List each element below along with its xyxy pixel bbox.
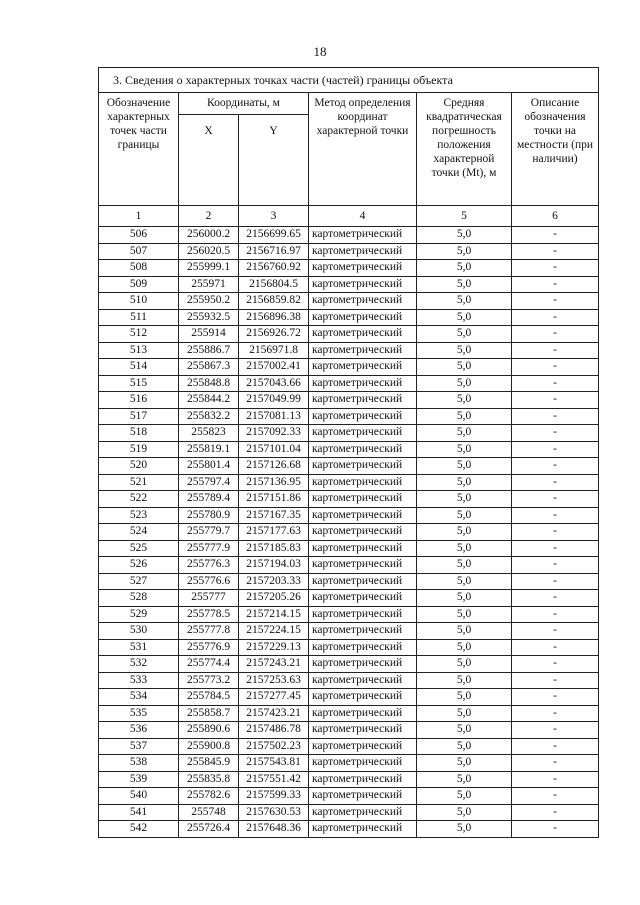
method-cell: картометрический xyxy=(309,672,417,689)
column-number-row xyxy=(99,206,599,227)
error-cell: 5,0 xyxy=(417,672,512,689)
point-id-cell: 540 xyxy=(99,788,179,805)
description-cell: - xyxy=(512,507,599,524)
point-id-cell: 522 xyxy=(99,491,179,508)
error-cell: 5,0 xyxy=(417,408,512,425)
y-coordinate-cell: 2156859.82 xyxy=(239,293,309,310)
method-cell: картометрический xyxy=(309,639,417,656)
description-cell: - xyxy=(512,458,599,475)
point-id-cell: 509 xyxy=(99,276,179,293)
description-cell: - xyxy=(512,689,599,706)
table-row xyxy=(99,771,599,788)
error-cell: 5,0 xyxy=(417,738,512,755)
point-id-cell: 521 xyxy=(99,474,179,491)
point-id-cell: 537 xyxy=(99,738,179,755)
table-title-row xyxy=(99,68,599,93)
table-row xyxy=(99,309,599,326)
method-cell: картометрический xyxy=(309,342,417,359)
header-error: Средняя квадратическая погрешность положения характерной точки (Mt), м xyxy=(417,93,512,206)
point-id-cell: 526 xyxy=(99,557,179,574)
method-cell: картометрический xyxy=(309,804,417,821)
error-cell: 5,0 xyxy=(417,260,512,277)
header-coords: Координаты, м xyxy=(179,93,309,115)
y-coordinate-cell: 2157151.86 xyxy=(239,491,309,508)
description-cell: - xyxy=(512,491,599,508)
point-id-cell: 511 xyxy=(99,309,179,326)
table-row xyxy=(99,557,599,574)
column-number: 6 xyxy=(512,206,599,227)
method-cell: картометрический xyxy=(309,326,417,343)
method-cell: картометрический xyxy=(309,656,417,673)
point-id-cell: 538 xyxy=(99,755,179,772)
point-id-cell: 508 xyxy=(99,260,179,277)
description-cell: - xyxy=(512,705,599,722)
x-coordinate-cell: 255932.5 xyxy=(179,309,239,326)
point-id-cell: 515 xyxy=(99,375,179,392)
column-number: 2 xyxy=(179,206,239,227)
y-coordinate-cell: 2157081.13 xyxy=(239,408,309,425)
column-number: 5 xyxy=(417,206,512,227)
point-id-cell: 539 xyxy=(99,771,179,788)
error-cell: 5,0 xyxy=(417,656,512,673)
error-cell: 5,0 xyxy=(417,507,512,524)
point-id-cell: 533 xyxy=(99,672,179,689)
y-coordinate-cell: 2156971.8 xyxy=(239,342,309,359)
description-cell: - xyxy=(512,474,599,491)
method-cell: картометрический xyxy=(309,458,417,475)
method-cell: картометрический xyxy=(309,507,417,524)
method-cell: картометрический xyxy=(309,738,417,755)
error-cell: 5,0 xyxy=(417,293,512,310)
point-id-cell: 516 xyxy=(99,392,179,409)
description-cell: - xyxy=(512,276,599,293)
x-coordinate-cell: 255797.4 xyxy=(179,474,239,491)
error-cell: 5,0 xyxy=(417,491,512,508)
description-cell: - xyxy=(512,326,599,343)
table-row xyxy=(99,425,599,442)
description-cell: - xyxy=(512,590,599,607)
error-cell: 5,0 xyxy=(417,425,512,442)
x-coordinate-cell: 255848.8 xyxy=(179,375,239,392)
description-cell: - xyxy=(512,672,599,689)
description-cell: - xyxy=(512,771,599,788)
table-row xyxy=(99,656,599,673)
error-cell: 5,0 xyxy=(417,243,512,260)
x-coordinate-cell: 255779.7 xyxy=(179,524,239,541)
table-row xyxy=(99,359,599,376)
method-cell: картометрический xyxy=(309,590,417,607)
table-row xyxy=(99,524,599,541)
method-cell: картометрический xyxy=(309,705,417,722)
method-cell: картометрический xyxy=(309,771,417,788)
x-coordinate-cell: 255819.1 xyxy=(179,441,239,458)
section-title: 3. Сведения о характерных точках части (частей) границы объекта xyxy=(99,68,599,93)
x-coordinate-cell: 255726.4 xyxy=(179,821,239,838)
x-coordinate-cell: 256020.5 xyxy=(179,243,239,260)
method-cell: картометрический xyxy=(309,441,417,458)
y-coordinate-cell: 2157205.26 xyxy=(239,590,309,607)
table-row xyxy=(99,738,599,755)
error-cell: 5,0 xyxy=(417,639,512,656)
description-cell: - xyxy=(512,606,599,623)
point-id-cell: 512 xyxy=(99,326,179,343)
error-cell: 5,0 xyxy=(417,590,512,607)
method-cell: картометрический xyxy=(309,491,417,508)
y-coordinate-cell: 2157486.78 xyxy=(239,722,309,739)
y-coordinate-cell: 2157243.21 xyxy=(239,656,309,673)
x-coordinate-cell: 255776.9 xyxy=(179,639,239,656)
x-coordinate-cell: 255900.8 xyxy=(179,738,239,755)
x-coordinate-cell: 255999.1 xyxy=(179,260,239,277)
error-cell: 5,0 xyxy=(417,540,512,557)
method-cell: картометрический xyxy=(309,557,417,574)
x-coordinate-cell: 255832.2 xyxy=(179,408,239,425)
method-cell: картометрический xyxy=(309,293,417,310)
error-cell: 5,0 xyxy=(417,788,512,805)
description-cell: - xyxy=(512,425,599,442)
description-cell: - xyxy=(512,342,599,359)
point-id-cell: 517 xyxy=(99,408,179,425)
description-cell: - xyxy=(512,260,599,277)
y-coordinate-cell: 2157648.36 xyxy=(239,821,309,838)
y-coordinate-cell: 2157630.53 xyxy=(239,804,309,821)
method-cell: картометрический xyxy=(309,755,417,772)
error-cell: 5,0 xyxy=(417,524,512,541)
table-row xyxy=(99,804,599,821)
y-coordinate-cell: 2157167.35 xyxy=(239,507,309,524)
table-row xyxy=(99,441,599,458)
table-row xyxy=(99,326,599,343)
x-coordinate-cell: 255950.2 xyxy=(179,293,239,310)
header-x: X xyxy=(179,115,239,206)
table-row xyxy=(99,375,599,392)
point-id-cell: 532 xyxy=(99,656,179,673)
description-cell: - xyxy=(512,293,599,310)
error-cell: 5,0 xyxy=(417,342,512,359)
table-row xyxy=(99,672,599,689)
x-coordinate-cell: 255971 xyxy=(179,276,239,293)
x-coordinate-cell: 255777.9 xyxy=(179,540,239,557)
y-coordinate-cell: 2157253.63 xyxy=(239,672,309,689)
method-cell: картометрический xyxy=(309,821,417,838)
point-id-cell: 510 xyxy=(99,293,179,310)
header-point: Обозначение характерных точек части границы xyxy=(99,93,179,206)
error-cell: 5,0 xyxy=(417,573,512,590)
table-row xyxy=(99,755,599,772)
table-row xyxy=(99,623,599,640)
point-id-cell: 536 xyxy=(99,722,179,739)
error-cell: 5,0 xyxy=(417,705,512,722)
error-cell: 5,0 xyxy=(417,375,512,392)
table-row xyxy=(99,342,599,359)
y-coordinate-cell: 2157423.21 xyxy=(239,705,309,722)
description-cell: - xyxy=(512,227,599,244)
error-cell: 5,0 xyxy=(417,458,512,475)
x-coordinate-cell: 255777.8 xyxy=(179,623,239,640)
table-row xyxy=(99,606,599,623)
description-cell: - xyxy=(512,524,599,541)
description-cell: - xyxy=(512,309,599,326)
point-id-cell: 535 xyxy=(99,705,179,722)
method-cell: картометрический xyxy=(309,788,417,805)
point-id-cell: 529 xyxy=(99,606,179,623)
point-id-cell: 530 xyxy=(99,623,179,640)
x-coordinate-cell: 255778.5 xyxy=(179,606,239,623)
x-coordinate-cell: 255890.6 xyxy=(179,722,239,739)
description-cell: - xyxy=(512,375,599,392)
method-cell: картометрический xyxy=(309,689,417,706)
table-row xyxy=(99,639,599,656)
table-row xyxy=(99,276,599,293)
x-coordinate-cell: 255867.3 xyxy=(179,359,239,376)
table-row xyxy=(99,540,599,557)
error-cell: 5,0 xyxy=(417,309,512,326)
description-cell: - xyxy=(512,804,599,821)
description-cell: - xyxy=(512,540,599,557)
error-cell: 5,0 xyxy=(417,771,512,788)
method-cell: картометрический xyxy=(309,375,417,392)
x-coordinate-cell: 255858.7 xyxy=(179,705,239,722)
point-id-cell: 531 xyxy=(99,639,179,656)
y-coordinate-cell: 2157092.33 xyxy=(239,425,309,442)
x-coordinate-cell: 255776.6 xyxy=(179,573,239,590)
error-cell: 5,0 xyxy=(417,557,512,574)
x-coordinate-cell: 255780.9 xyxy=(179,507,239,524)
error-cell: 5,0 xyxy=(417,804,512,821)
y-coordinate-cell: 2157229.13 xyxy=(239,639,309,656)
error-cell: 5,0 xyxy=(417,326,512,343)
method-cell: картометрический xyxy=(309,260,417,277)
y-coordinate-cell: 2156716.97 xyxy=(239,243,309,260)
y-coordinate-cell: 2156760.92 xyxy=(239,260,309,277)
error-cell: 5,0 xyxy=(417,392,512,409)
header-desc: Описание обозначения точки на местности (при наличии) xyxy=(512,93,599,206)
point-id-cell: 542 xyxy=(99,821,179,838)
y-coordinate-cell: 2157126.68 xyxy=(239,458,309,475)
point-id-cell: 519 xyxy=(99,441,179,458)
point-id-cell: 513 xyxy=(99,342,179,359)
point-id-cell: 506 xyxy=(99,227,179,244)
table-row xyxy=(99,474,599,491)
point-id-cell: 528 xyxy=(99,590,179,607)
method-cell: картометрический xyxy=(309,227,417,244)
description-cell: - xyxy=(512,392,599,409)
column-number: 4 xyxy=(309,206,417,227)
error-cell: 5,0 xyxy=(417,755,512,772)
error-cell: 5,0 xyxy=(417,606,512,623)
description-cell: - xyxy=(512,788,599,805)
x-coordinate-cell: 255789.4 xyxy=(179,491,239,508)
error-cell: 5,0 xyxy=(417,359,512,376)
header-method: Метод определения координат характерной точки xyxy=(309,93,417,206)
error-cell: 5,0 xyxy=(417,821,512,838)
method-cell: картометрический xyxy=(309,623,417,640)
y-coordinate-cell: 2156699.65 xyxy=(239,227,309,244)
point-id-cell: 523 xyxy=(99,507,179,524)
description-cell: - xyxy=(512,359,599,376)
table-row xyxy=(99,392,599,409)
x-coordinate-cell: 255776.3 xyxy=(179,557,239,574)
point-id-cell: 524 xyxy=(99,524,179,541)
point-id-cell: 525 xyxy=(99,540,179,557)
x-coordinate-cell: 255845.9 xyxy=(179,755,239,772)
header-row xyxy=(99,93,599,115)
y-coordinate-cell: 2157136.95 xyxy=(239,474,309,491)
description-cell: - xyxy=(512,557,599,574)
method-cell: картометрический xyxy=(309,540,417,557)
table-body xyxy=(99,227,599,838)
x-coordinate-cell: 255914 xyxy=(179,326,239,343)
x-coordinate-cell: 256000.2 xyxy=(179,227,239,244)
error-cell: 5,0 xyxy=(417,276,512,293)
description-cell: - xyxy=(512,738,599,755)
point-id-cell: 514 xyxy=(99,359,179,376)
x-coordinate-cell: 255774.4 xyxy=(179,656,239,673)
description-cell: - xyxy=(512,722,599,739)
table-row xyxy=(99,573,599,590)
error-cell: 5,0 xyxy=(417,227,512,244)
header-y: Y xyxy=(239,115,309,206)
point-id-cell: 541 xyxy=(99,804,179,821)
x-coordinate-cell: 255773.2 xyxy=(179,672,239,689)
x-coordinate-cell: 255748 xyxy=(179,804,239,821)
method-cell: картометрический xyxy=(309,359,417,376)
y-coordinate-cell: 2157203.33 xyxy=(239,573,309,590)
method-cell: картометрический xyxy=(309,392,417,409)
x-coordinate-cell: 255886.7 xyxy=(179,342,239,359)
y-coordinate-cell: 2156896.38 xyxy=(239,309,309,326)
y-coordinate-cell: 2157224.15 xyxy=(239,623,309,640)
description-cell: - xyxy=(512,639,599,656)
error-cell: 5,0 xyxy=(417,441,512,458)
table-row xyxy=(99,408,599,425)
description-cell: - xyxy=(512,573,599,590)
y-coordinate-cell: 2157599.33 xyxy=(239,788,309,805)
method-cell: картометрический xyxy=(309,425,417,442)
table-row xyxy=(99,722,599,739)
table-row xyxy=(99,507,599,524)
page-number: 18 xyxy=(313,44,327,59)
y-coordinate-cell: 2157551.42 xyxy=(239,771,309,788)
y-coordinate-cell: 2157043.66 xyxy=(239,375,309,392)
method-cell: картометрический xyxy=(309,243,417,260)
column-number: 3 xyxy=(239,206,309,227)
table-row xyxy=(99,243,599,260)
table-row xyxy=(99,491,599,508)
y-coordinate-cell: 2157543.81 xyxy=(239,755,309,772)
y-coordinate-cell: 2157214.15 xyxy=(239,606,309,623)
table-row xyxy=(99,293,599,310)
x-coordinate-cell: 255844.2 xyxy=(179,392,239,409)
column-number: 1 xyxy=(99,206,179,227)
x-coordinate-cell: 255823 xyxy=(179,425,239,442)
point-id-cell: 507 xyxy=(99,243,179,260)
y-coordinate-cell: 2157194.03 xyxy=(239,557,309,574)
method-cell: картометрический xyxy=(309,722,417,739)
point-id-cell: 527 xyxy=(99,573,179,590)
y-coordinate-cell: 2157101.04 xyxy=(239,441,309,458)
method-cell: картометрический xyxy=(309,606,417,623)
x-coordinate-cell: 255782.6 xyxy=(179,788,239,805)
description-cell: - xyxy=(512,623,599,640)
method-cell: картометрический xyxy=(309,524,417,541)
y-coordinate-cell: 2157502.23 xyxy=(239,738,309,755)
table-row xyxy=(99,590,599,607)
y-coordinate-cell: 2157049.99 xyxy=(239,392,309,409)
method-cell: картометрический xyxy=(309,408,417,425)
point-id-cell: 520 xyxy=(99,458,179,475)
description-cell: - xyxy=(512,243,599,260)
y-coordinate-cell: 2156926.72 xyxy=(239,326,309,343)
table-row xyxy=(99,788,599,805)
y-coordinate-cell: 2157277.45 xyxy=(239,689,309,706)
y-coordinate-cell: 2157002.41 xyxy=(239,359,309,376)
points-table xyxy=(98,67,599,838)
table-row xyxy=(99,689,599,706)
error-cell: 5,0 xyxy=(417,623,512,640)
table-row xyxy=(99,821,599,838)
point-id-cell: 534 xyxy=(99,689,179,706)
method-cell: картометрический xyxy=(309,276,417,293)
description-cell: - xyxy=(512,408,599,425)
y-coordinate-cell: 2156804.5 xyxy=(239,276,309,293)
x-coordinate-cell: 255835.8 xyxy=(179,771,239,788)
description-cell: - xyxy=(512,441,599,458)
error-cell: 5,0 xyxy=(417,689,512,706)
method-cell: картометрический xyxy=(309,573,417,590)
x-coordinate-cell: 255777 xyxy=(179,590,239,607)
description-cell: - xyxy=(512,755,599,772)
table-row xyxy=(99,260,599,277)
table-row xyxy=(99,458,599,475)
x-coordinate-cell: 255801.4 xyxy=(179,458,239,475)
description-cell: - xyxy=(512,821,599,838)
y-coordinate-cell: 2157177.63 xyxy=(239,524,309,541)
table-row xyxy=(99,705,599,722)
y-coordinate-cell: 2157185.83 xyxy=(239,540,309,557)
table-row xyxy=(99,227,599,244)
description-cell: - xyxy=(512,656,599,673)
error-cell: 5,0 xyxy=(417,474,512,491)
method-cell: картометрический xyxy=(309,309,417,326)
method-cell: картометрический xyxy=(309,474,417,491)
x-coordinate-cell: 255784.5 xyxy=(179,689,239,706)
point-id-cell: 518 xyxy=(99,425,179,442)
error-cell: 5,0 xyxy=(417,722,512,739)
